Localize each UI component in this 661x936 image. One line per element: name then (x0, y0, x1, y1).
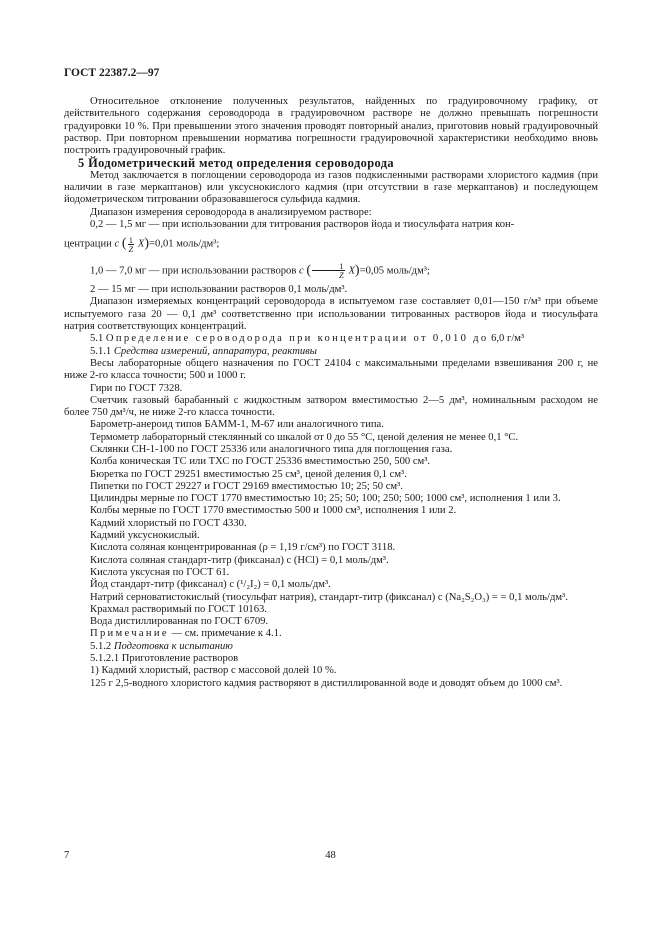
fraction: $\frac{1}{Z}$ (128, 234, 134, 254)
list-item: Крахмал растворимый по ГОСТ 10163. (90, 603, 267, 615)
list-item: Колба коническая ТС или ТХС по ГОСТ 25336 вместимостью 250, 500 см³. (90, 456, 431, 468)
list-item: Кадмий уксуснокислый. (90, 530, 200, 542)
fraction: $\frac{1}{Z}$ (312, 262, 345, 279)
note: Примечание — см. примечание к 4.1. (90, 628, 282, 640)
list-item: Бюретка по ГОСТ 29251 вместимостью 25 см³, ценой деления 0,1 см³. (90, 468, 407, 480)
list-item: Весы лабораторные общего назначения по ГОСТ 24104 с максимальными пределами взвешивания 200 г, не ниже 2-го класса точности; 500 и 1000 г. (64, 357, 598, 382)
subsection-5-1-1: 5.1.1 Средства измерений, аппаратура, реактивы (90, 345, 317, 357)
list-item: Натрий серноватистокислый (тиосульфат натрия), стандарт-титр (фиксанал) с (Na₂S₂O₃) = = 0,1 моль/дм³. (90, 591, 568, 603)
list-item: Гири по ГОСТ 7328. (90, 382, 183, 394)
list-item: Пипетки по ГОСТ 29227 и ГОСТ 29169 вместимостью 10; 25; 50 см³. (90, 480, 403, 492)
paragraph: Метод заключается в поглощении сероводорода из газов подкисленными растворами хлористого кадмия (при наличии в газе меркаптанов) или уксуснокислого кадмия (при отсутствии в газе меркаптанов) и последующем йодометрическом титровании образовавшегося сульфида кадмия. (64, 169, 598, 206)
list-item: Термометр лабораторный стеклянный со шкалой от 0 до 55 °С, ценой деления не менее 0,1 °С. (90, 431, 519, 443)
paragraph: 2 — 15 мг — при использовании растворов 0,1 моль/дм³. (90, 284, 348, 296)
list-item: Цилиндры мерные по ГОСТ 1770 вместимостью 10; 25; 50; 100; 250; 500; 1000 см³, исполнения 1 или 3. (90, 493, 561, 505)
subsection-5-1-2: 5.1.2 Подготовка к испытанию (90, 640, 233, 652)
list-item: Вода дистиллированная по ГОСТ 6709. (90, 616, 269, 628)
list-item: Барометр-анероид типов БАММ-1, М-67 или аналогичного типа. (90, 419, 384, 431)
paragraph: 1) Кадмий хлористый, раствор с массовой долей 10 %. (90, 665, 337, 677)
formula-line-1: центрации с ( $\frac{1}{Z}$ X)=0,01 моль/дм³; (64, 234, 220, 254)
page-number: 48 (325, 850, 336, 861)
list-item: Кислота соляная концентрированная (ρ = 1,19 г/см³) по ГОСТ 3118. (90, 542, 396, 554)
paragraph: 125 г 2,5-водного хлористого кадмия растворяют в дистиллированной воде и доводят объем до 1000 см³. (90, 677, 563, 689)
list-item: Кадмий хлористый по ГОСТ 4330. (90, 517, 247, 529)
list-item: Кислота уксусная по ГОСТ 61. (90, 566, 230, 578)
paragraph: 5.1.2.1 Приготовление растворов (90, 653, 239, 665)
paragraph: Диапазон измеряемых концентраций сероводорода в испытуемом газе составляет 0,01—150 г/м³ при объеме испытуемого газа 20 — 0,1 дм³ соответственно при использовании титрованных растворов йода и тиосульфата натрия соответствующих концентраций. (64, 296, 598, 333)
paragraph: Относительное отклонение полученных результатов, найденных по градуировочному графику, от действительного содержания сероводорода в градуировочном растворе не должно превышать погрешности градуировки 10 %. При превышении этого значения проводят повторный анализ, приготовив новый градуировочный раствор. При повторном превышении норматива погрешности градуировочной характеристики необходимо вновь построить градуировочный график. (64, 96, 598, 157)
formula-line-2: 1,0 — 7,0 мг — при использовании растворов с ( $\frac{1}{Z}$ X)=0,05 моль/дм³; (90, 261, 430, 281)
list-item: Счетчик газовый барабанный с жидкостным затвором вместимостью 2—5 дм³, номинальным расходом не более 750 дм³/ч, не ниже 2-го класса точности. (64, 394, 598, 419)
section-title: 5 Йодометрический метод определения сероводорода (78, 156, 395, 171)
document-header: ГОСТ 22387.2—97 (64, 67, 160, 79)
paragraph: 0,2 — 1,5 мг — при использовании для титрования растворов йода и тиосульфата натрия кон- (90, 218, 515, 230)
formula-c: с (114, 238, 120, 250)
footer-left-number: 7 (64, 850, 70, 861)
list-item: Колбы мерные по ГОСТ 1770 вместимостью 500 и 1000 см³, исполнения 1 или 2. (90, 505, 457, 517)
document-body (64, 96, 598, 690)
list-item: Кислота соляная стандарт-титр (фиксанал) с (HCl) = 0,1 моль/дм³. (90, 554, 389, 566)
paragraph: Диапазон измерения сероводорода в анализируемом растворе: (90, 206, 372, 218)
list-item: Склянки СН-1-100 по ГОСТ 25336 или аналогичного типа для поглощения газа. (90, 444, 453, 455)
list-item: Йод стандарт-титр (фиксанал) с (¹/₂I₂) = 0,1 моль/дм³. (90, 579, 331, 591)
subsection-5-1: 5.1 Определение сероводорода при концентрации от 0,010 до 6,0 г/м³ (90, 333, 525, 345)
